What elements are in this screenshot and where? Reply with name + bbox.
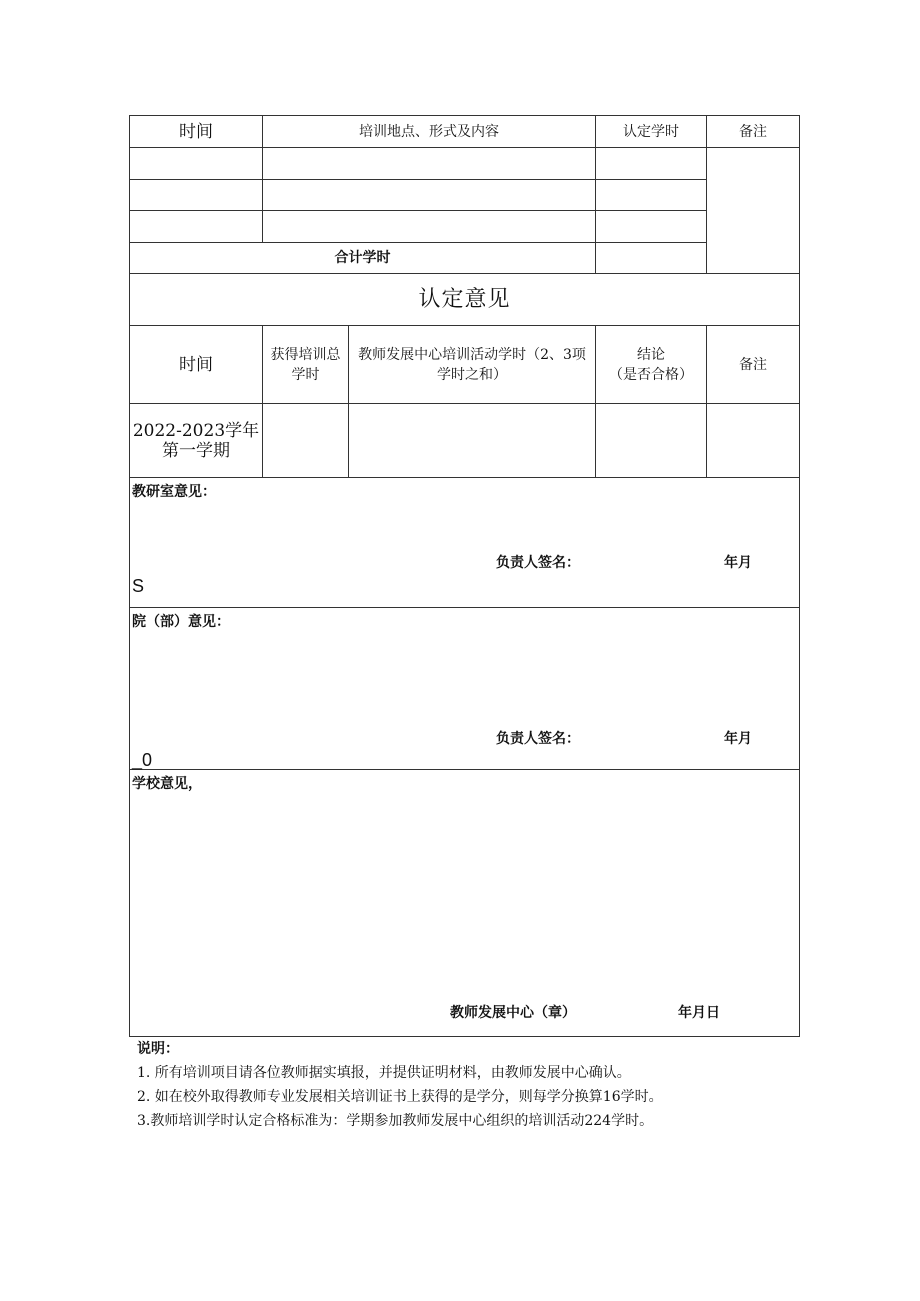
school-opinion-row (130, 770, 800, 1037)
conclusion-value[interactable] (596, 404, 707, 478)
school-opinion-area[interactable] (130, 770, 800, 1037)
rec-header-conclusion (596, 326, 707, 404)
recognition-header-row (130, 326, 800, 404)
term-cell (130, 404, 263, 478)
location-cell[interactable] (263, 180, 596, 211)
dept-mark: S (132, 576, 145, 596)
training-row (130, 148, 800, 180)
school-date-label: 年月日 (678, 1005, 720, 1021)
total-hours-cell[interactable] (596, 243, 707, 274)
location-cell[interactable] (263, 211, 596, 243)
notes-title: 说明： (137, 1041, 179, 1057)
total-hours-value[interactable] (263, 404, 349, 478)
college-opinion-label: 院（部）意见： (132, 614, 230, 630)
header-remark: 备注 (707, 116, 800, 148)
notes-section (137, 1037, 797, 1133)
training-row (130, 180, 800, 211)
college-date-label: 年月 (724, 731, 752, 747)
dept-opinion-label: 教研室意见： (132, 484, 216, 500)
rec-header-center-hours: 教师发展中心培训活动学时（2、3项学时之和） (349, 326, 596, 404)
training-row (130, 211, 800, 243)
location-cell[interactable] (263, 148, 596, 180)
note-item: 3.教师培训学时认定合格标准为：学期参加教师发展中心组织的培训活动224学时。 (137, 1113, 654, 1129)
header-hours: 认定学时 (596, 116, 707, 148)
rec-header-time: 时间 (130, 326, 263, 404)
term-line1: 2022-2023学年 (132, 420, 260, 441)
hours-cell[interactable] (596, 148, 707, 180)
term-row (130, 404, 800, 478)
remark-cell[interactable] (707, 148, 800, 274)
time-cell[interactable] (130, 148, 263, 180)
note-item: 1. 所有培训项目请各位教师据实填报，并提供证明材料，由教师发展中心确认。 (137, 1065, 631, 1081)
dept-signer-label: 负责人签名： (496, 555, 580, 571)
hours-cell[interactable] (596, 211, 707, 243)
center-hours-value[interactable] (349, 404, 596, 478)
total-hours-label: 合计学时 (130, 243, 596, 274)
remark-value[interactable] (707, 404, 800, 478)
total-row (130, 243, 800, 274)
training-record-table (129, 115, 800, 1037)
college-opinion-row (130, 608, 800, 770)
rec-header-remark: 备注 (707, 326, 800, 404)
dept-date-label: 年月 (724, 555, 752, 571)
training-header-row (130, 116, 800, 148)
recognition-title: 认定意见 (130, 274, 800, 326)
recognition-title-row (130, 274, 800, 326)
term-line2: 第一学期 (162, 440, 230, 461)
time-cell[interactable] (130, 180, 263, 211)
header-time: 时间 (130, 116, 263, 148)
school-signer-label: 教师发展中心（章） (450, 1005, 576, 1021)
hours-cell[interactable] (596, 180, 707, 211)
conclusion-line2: （是否合格） (609, 366, 693, 383)
school-opinion-label: 学校意见， (132, 776, 202, 792)
conclusion-line1: 结论 (637, 346, 665, 363)
note-item: 2. 如在校外取得教师专业发展相关培训证书上获得的是学分，则每学分换算16学时。 (137, 1089, 663, 1105)
college-opinion-area[interactable] (130, 608, 800, 770)
header-location: 培训地点、形式及内容 (263, 116, 596, 148)
rec-header-total-hours: 获得培训总学时 (263, 326, 349, 404)
dept-opinion-area[interactable] (130, 478, 800, 608)
time-cell[interactable] (130, 211, 263, 243)
college-signer-label: 负责人签名： (496, 731, 580, 747)
college-mark: _0 (132, 750, 153, 770)
dept-opinion-row (130, 478, 800, 608)
